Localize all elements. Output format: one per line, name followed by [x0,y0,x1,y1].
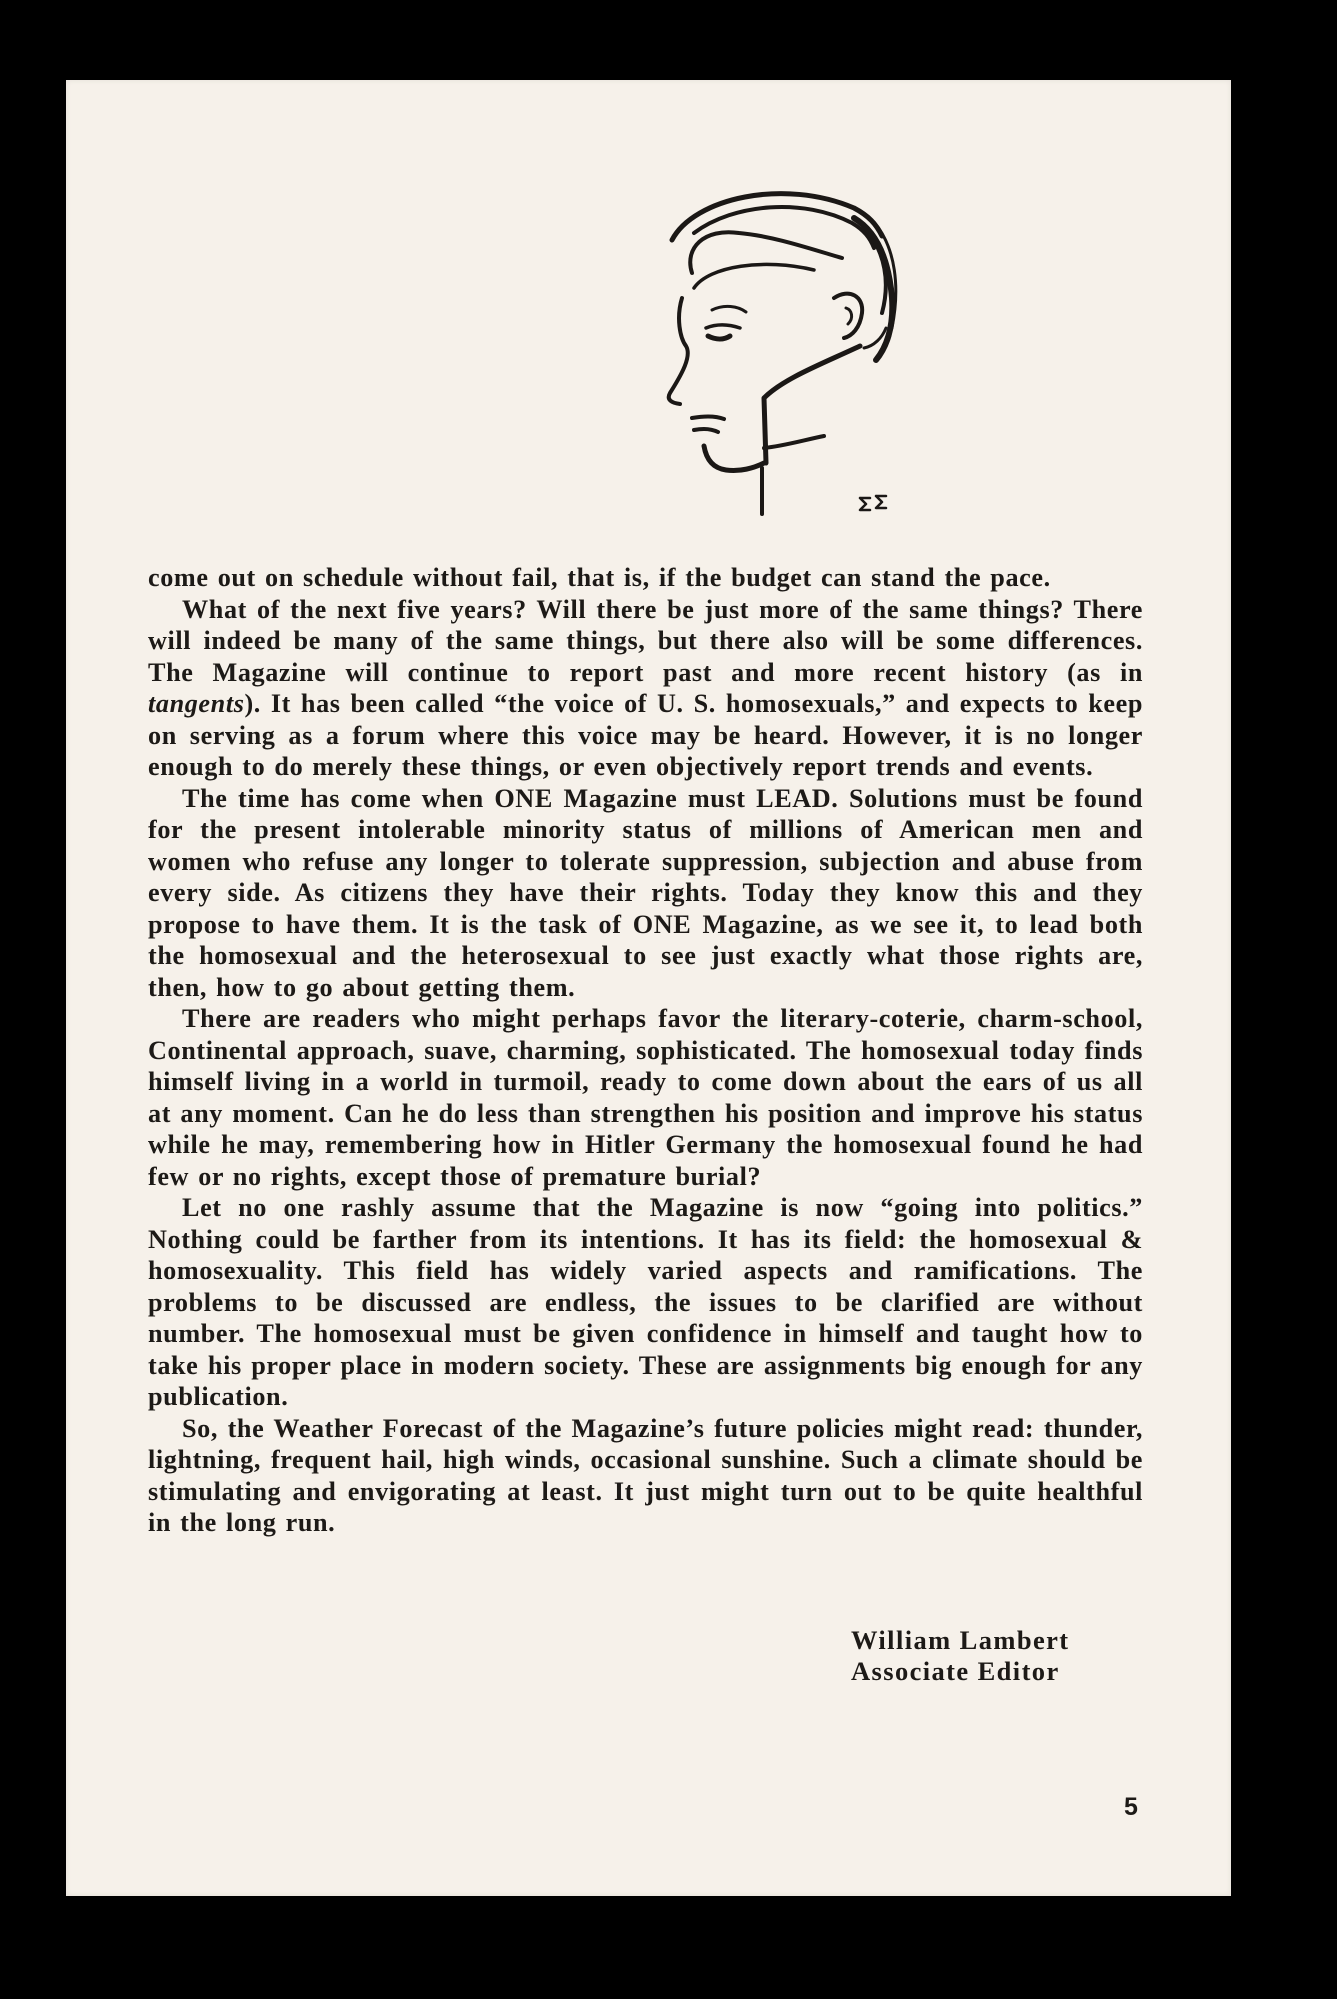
paragraph-text: What of the next five years? Will there be just more of the same things? There will indeed be many of the same things, but there also will be some differences. The Magazine will continue to report past and more recent history (as in [148,594,1143,687]
article-paragraph [148,562,1143,594]
article-paragraph [148,594,1143,783]
paragraph-text: ). It has been called “the voice of U. S. homosexuals,” and expects to keep on serving as a forum where this voice may be heard. However, it is no longer enough to do merely these things, or even objectively report trends and events. [148,689,1143,781]
paragraph-text: come out on schedule without fail, that is, if the budget can stand the pace. [148,563,1051,592]
page-number: 5 [1124,1793,1138,1821]
paragraph-text: So, the Weather Forecast of the Magazine’s future policies might read: thunder, lightning, frequent hail, high winds, occasional sunshine. Such a climate should be stimulating and envigorating at least. It just might turn out to be quite healthful in the long run. [148,1413,1143,1537]
article-paragraph [148,1192,1143,1413]
author-name: William Lambert [851,1625,1070,1655]
page-edge-mark [55,1520,59,1560]
profile-sketch-illustration [664,178,984,518]
artist-initials-mark [860,496,886,510]
paragraph-text: The time has come when ONE Magazine must LEAD. Solutions must be found for the present intolerable minority status of millions of American men and women who refuse any longer to tolerate suppression, subjection and abuse from every side. As citizens they have their rights. Today they know this and they propose to have them. It is the task of ONE Magazine, as we see it, to lead both the homosexual and the heterosexual to see just exactly what those rights are, then, how to go about getting them. [148,783,1143,1002]
paragraph-text: There are readers who might perhaps favor the literary-coterie, charm-school, Continental approach, suave, charming, sophisticated. The homosexual today finds himself living in a world in turmoil, ready to come down about the ears of us all at any moment. Can he do less than strengthen his position and improve his status while he may, remembering how in Hitler Germany the homosexual found he had few or no rights, except those of premature burial? [148,1004,1143,1191]
article-paragraph [148,1413,1143,1539]
author-title: Associate Editor [851,1656,1060,1686]
italic-text: tangents [148,689,245,718]
article-paragraph [148,1003,1143,1192]
paragraph-text: Let no one rashly assume that the Magazine is now “going into politics.” Nothing could be farther from its intentions. It has its field: the homosexual & homosexuality. This field has widely varied aspects and ramifications. The problems to be discussed are endless, the issues to be clarified are without number. The homosexual must be given confidence in himself and taught how to take his proper place in modern society. These are assignments big enough for any publication. [148,1193,1143,1411]
article-paragraph [148,783,1143,1004]
magazine-page [66,80,1231,1896]
article-body [148,562,1143,1539]
author-signature [851,1625,1070,1687]
